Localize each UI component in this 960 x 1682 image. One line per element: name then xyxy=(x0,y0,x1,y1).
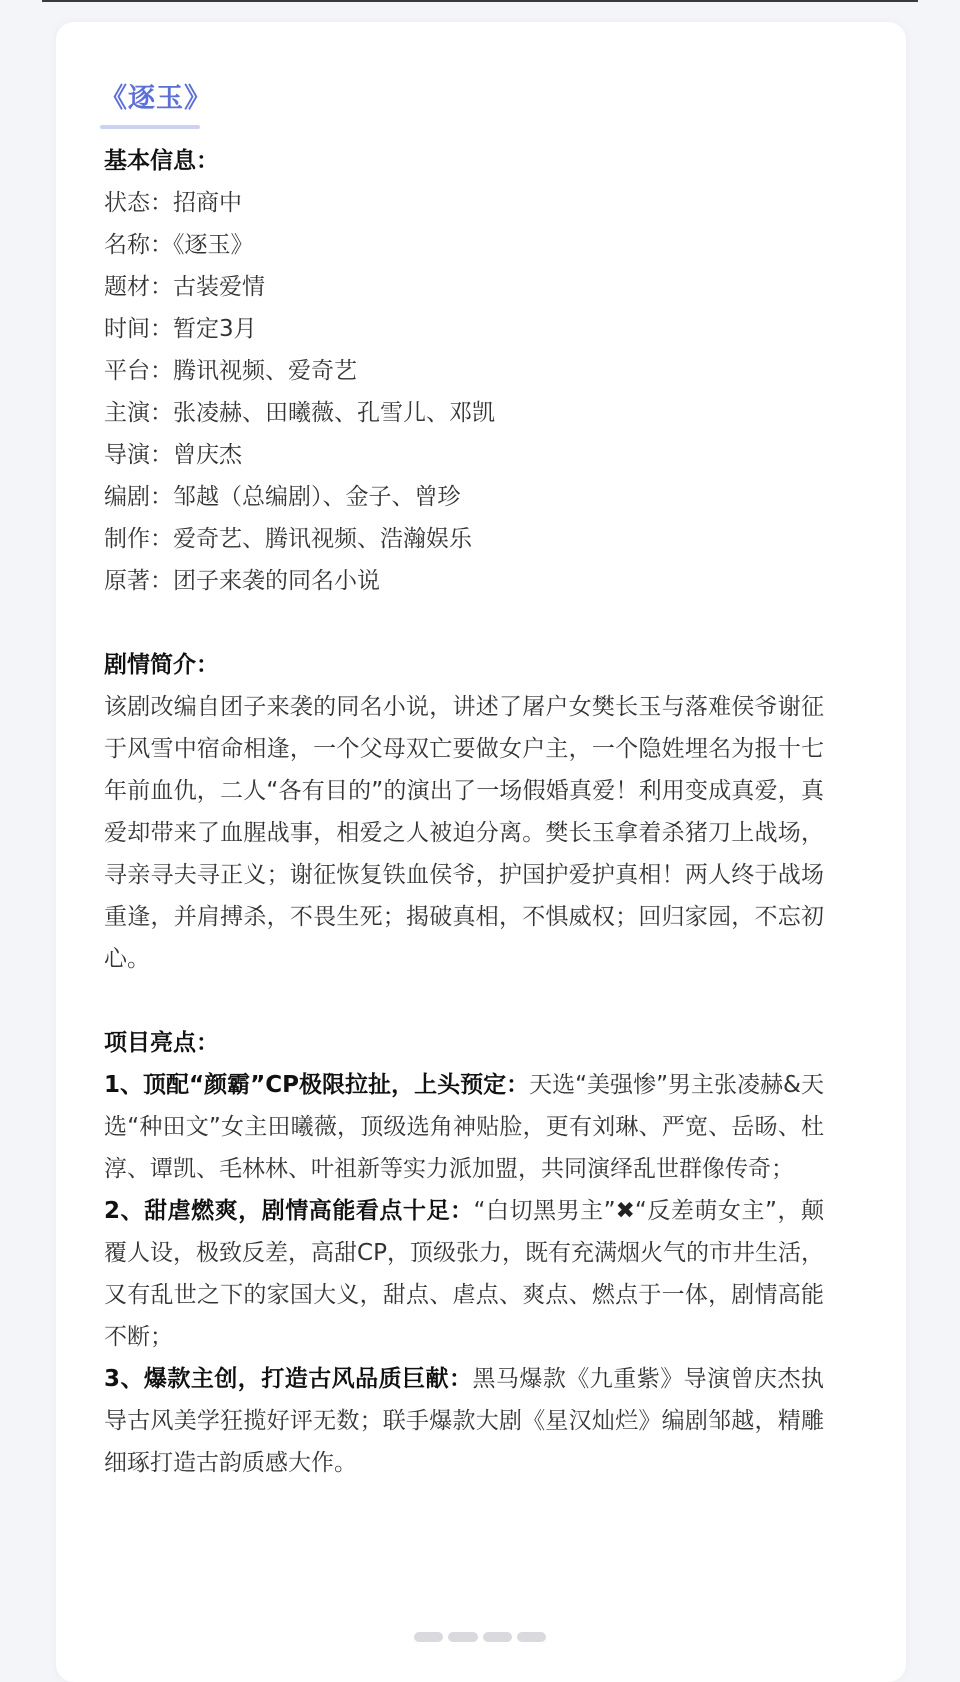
highlight-text: 天选“美强惨”男主张凌赫&天选“种田文”女主田曦薇，顶级选角神贴脸，更有刘琳、严宽、岳旸、杜淳、谭凯、毛林林、叶祖新等实力派加盟，共同演绎乱世群像传奇； xyxy=(104,1072,824,1182)
article-card xyxy=(56,22,906,1682)
top-divider xyxy=(42,0,918,2)
basic-info-heading: 基本信息： xyxy=(104,148,219,174)
bottom-indicator xyxy=(414,1632,546,1642)
info-value: 爱奇艺、腾讯视频、浩瀚娱乐 xyxy=(173,526,472,552)
info-value: 古装爱情 xyxy=(173,274,265,300)
highlight-text: 黑马爆款《九重紫》导演曾庆杰执导古风美学狂揽好评无数；联手爆款大剧《星汉灿烂》编剧邹越，精雕细琢打造古韵质感大作。 xyxy=(104,1366,824,1476)
indicator-segment xyxy=(414,1632,443,1642)
highlight-item-1 xyxy=(104,1064,824,1190)
info-label: 状态： xyxy=(104,190,173,216)
info-value: 暂定3月 xyxy=(173,316,257,342)
indicator-segment xyxy=(517,1632,546,1642)
info-row xyxy=(104,392,824,434)
highlight-item-2 xyxy=(104,1190,824,1358)
highlight-text-a: “白切黑男主” xyxy=(473,1198,616,1224)
info-row xyxy=(104,476,824,518)
info-row xyxy=(104,350,824,392)
cross-icon: ✖ xyxy=(615,1198,635,1224)
article-content xyxy=(104,140,824,1484)
info-value: 邹越（总编剧）、金子、曾珍 xyxy=(173,484,461,510)
title-underline xyxy=(100,125,200,129)
info-label: 编剧： xyxy=(104,484,173,510)
info-label: 题材： xyxy=(104,274,173,300)
info-row xyxy=(104,308,824,350)
indicator-segment xyxy=(448,1632,477,1642)
info-label: 名称： xyxy=(104,232,173,258)
info-row xyxy=(104,434,824,476)
info-value: 张凌赫、田曦薇、孔雪儿、邓凯 xyxy=(173,400,495,426)
synopsis-text: 该剧改编自团子来袭的同名小说，讲述了屠户女樊长玉与落难侯爷谢征于风雪中宿命相逢，一个父母双亡要做女户主，一个隐姓埋名为报十七年前血仇，二人“各有目的”的演出了一场假婚真爱！利用变成真爱，真爱却带来了血腥战事，相爱之人被迫分离。樊长玉拿着杀猪刀上战场，寻亲寻夫寻正义；谢征恢复铁血侯爷，护国护爱护真相！两人终于战场重逢，并肩搏杀，不畏生死；揭破真相，不惧威权；回归家园，不忘初心。 xyxy=(104,694,824,972)
highlight-lead: 3、爆款主创，打造古风品质巨献： xyxy=(104,1366,473,1392)
info-value: 团子来袭的同名小说 xyxy=(173,568,380,594)
highlights-heading: 项目亮点： xyxy=(104,1030,219,1056)
highlight-lead: 2、甜虐燃爽，剧情高能看点十足： xyxy=(104,1198,474,1224)
highlight-text-b: “反差萌女主”，颠覆人设，极致反差，高甜CP，顶级张力，既有充满烟火气的市井生活，又有乱世之下的家国大义，甜点、虐点、爽点、燃点于一体，剧情高能不断； xyxy=(104,1198,824,1350)
highlight-item-3 xyxy=(104,1358,824,1484)
section-gap xyxy=(104,980,824,1022)
info-row xyxy=(104,560,824,602)
info-value: 腾讯视频、爱奇艺 xyxy=(173,358,357,384)
info-value: 曾庆杰 xyxy=(173,442,242,468)
article-title: 《逐玉》 xyxy=(100,83,212,114)
synopsis-heading: 剧情简介： xyxy=(104,652,219,678)
info-value: 招商中 xyxy=(173,190,242,216)
indicator-segment xyxy=(483,1632,512,1642)
info-label: 原著： xyxy=(104,568,173,594)
info-label: 制作： xyxy=(104,526,173,552)
info-row xyxy=(104,224,824,266)
info-label: 时间： xyxy=(104,316,173,342)
info-label: 导演： xyxy=(104,442,173,468)
info-value: 《逐玉》 xyxy=(173,232,254,258)
info-row xyxy=(104,518,824,560)
info-row xyxy=(104,266,824,308)
info-row xyxy=(104,182,824,224)
highlight-lead: 1、顶配“颜霸”CP极限拉扯，上头预定： xyxy=(104,1072,530,1098)
info-label: 平台： xyxy=(104,358,173,384)
title-block xyxy=(100,76,212,129)
section-gap xyxy=(104,602,824,644)
info-label: 主演： xyxy=(104,400,173,426)
